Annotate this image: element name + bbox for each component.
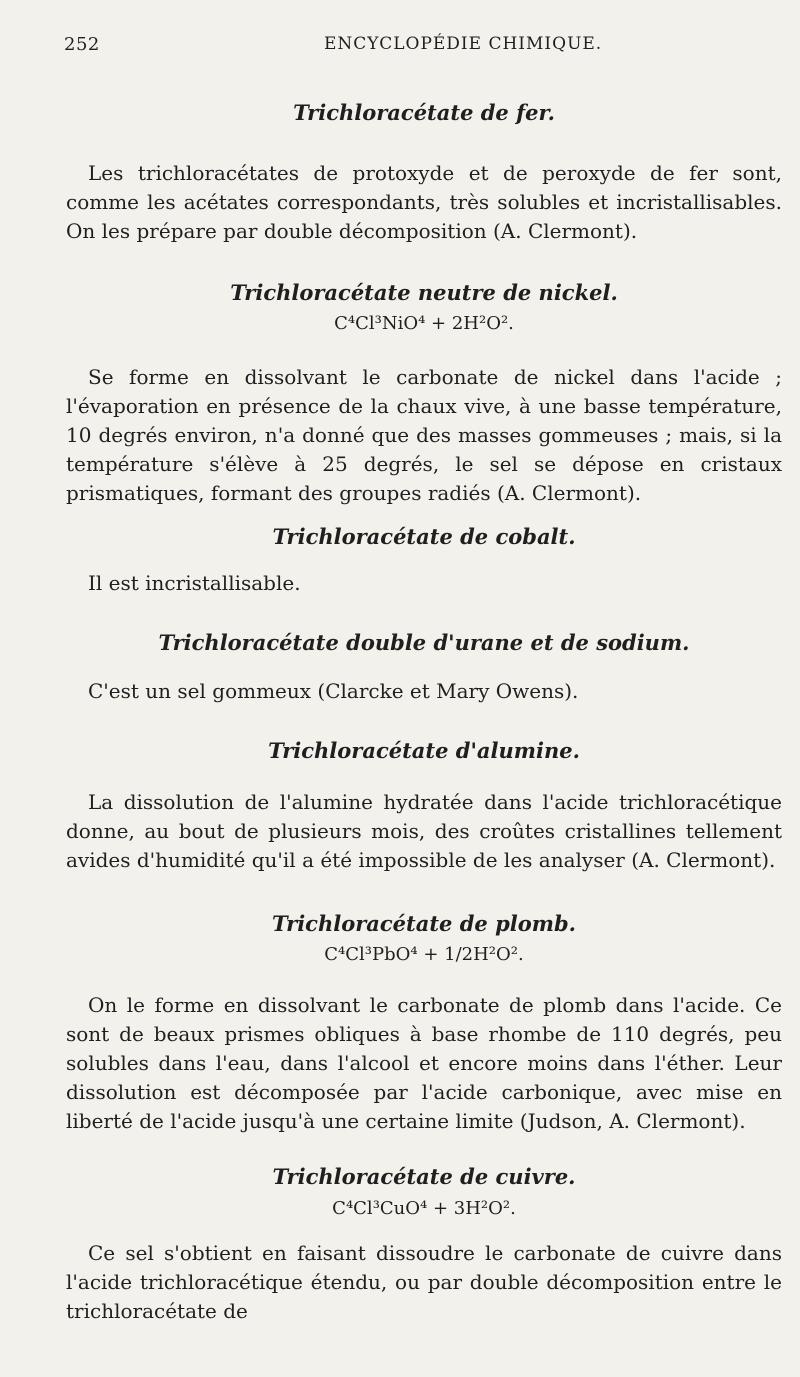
page-number: 252 [64, 34, 100, 55]
section-text-cobalt: Il est incristallisable. [88, 571, 301, 596]
section-text-plomb: On le forme en dissolvant le carbonate de plomb dans l'acide. Ce sont de beaux prismes obliques à base rhombe de 110 degrés, peu solubles dans l'eau, dans l'alcool et encore moins dans l'éther. Leur dissolution est décomposée par l'acide carbonique, avec mise en liberté de l'acide jusqu'à une certaine limite (Judson, A. Clermont). [66, 993, 782, 1134]
formula-cuivre: C⁴Cl³CuO⁴ + 3H²O². [332, 1197, 516, 1219]
page-header [64, 34, 760, 58]
page-content [66, 100, 782, 1326]
section-text-fer: Les trichloracétates de protoxyde et de peroxyde de fer sont, comme les acétates correspondants, très solubles et incristallisables. On les prépare par double décomposition (A. Clermont). [66, 161, 782, 244]
section-text-nickel: Se forme en dissolvant le carbonate de nickel dans l'acide ; l'évaporation en présence de la chaux vive, à une basse température, 10 degrés environ, n'a donné que des masses gommeuses ; mais, si la température s'élève à 25 degrés, le sel se dépose en cristaux prismatiques, formant des groupes radiés (A. Clermont). [66, 364, 782, 505]
running-title: ENCYCLOPÉDIE CHIMIQUE. [324, 34, 603, 54]
section-text-cuivre: Ce sel s'obtient en faisant dissoudre le carbonate de cuivre dans l'acide trichloracétique étendu, ou par double décomposition entre le trichloracétate de [66, 1241, 782, 1324]
section-title-plomb: Trichloracétate de plomb. [272, 910, 576, 936]
formula-plomb: C⁴Cl³PbO⁴ + 1/2H²O². [324, 943, 524, 965]
section-title-alumine: Trichloracétate d'alumine. [268, 738, 580, 764]
section-title-cuivre: Trichloracétate de cuivre. [272, 1164, 576, 1190]
section-text-urane-sodium: C'est un sel gommeux (Clarcke et Mary Owens). [88, 679, 579, 704]
section-title-urane-sodium: Trichloracétate double d'urane et de sodium. [158, 630, 690, 656]
section-title-cobalt: Trichloracétate de cobalt. [272, 523, 576, 549]
section-title-nickel: Trichloracétate neutre de nickel. [230, 280, 618, 306]
section-title-fer: Trichloracétate de fer. [293, 100, 555, 125]
section-text-alumine: La dissolution de l'alumine hydratée dans l'acide trichloracétique donne, au bout de plusieurs mois, des croûtes cristallines tellement avides d'humidité qu'il a été impossible de les analyser (A. Clermont). [66, 789, 782, 872]
formula-nickel: C⁴Cl³NiO⁴ + 2H²O². [334, 313, 514, 335]
